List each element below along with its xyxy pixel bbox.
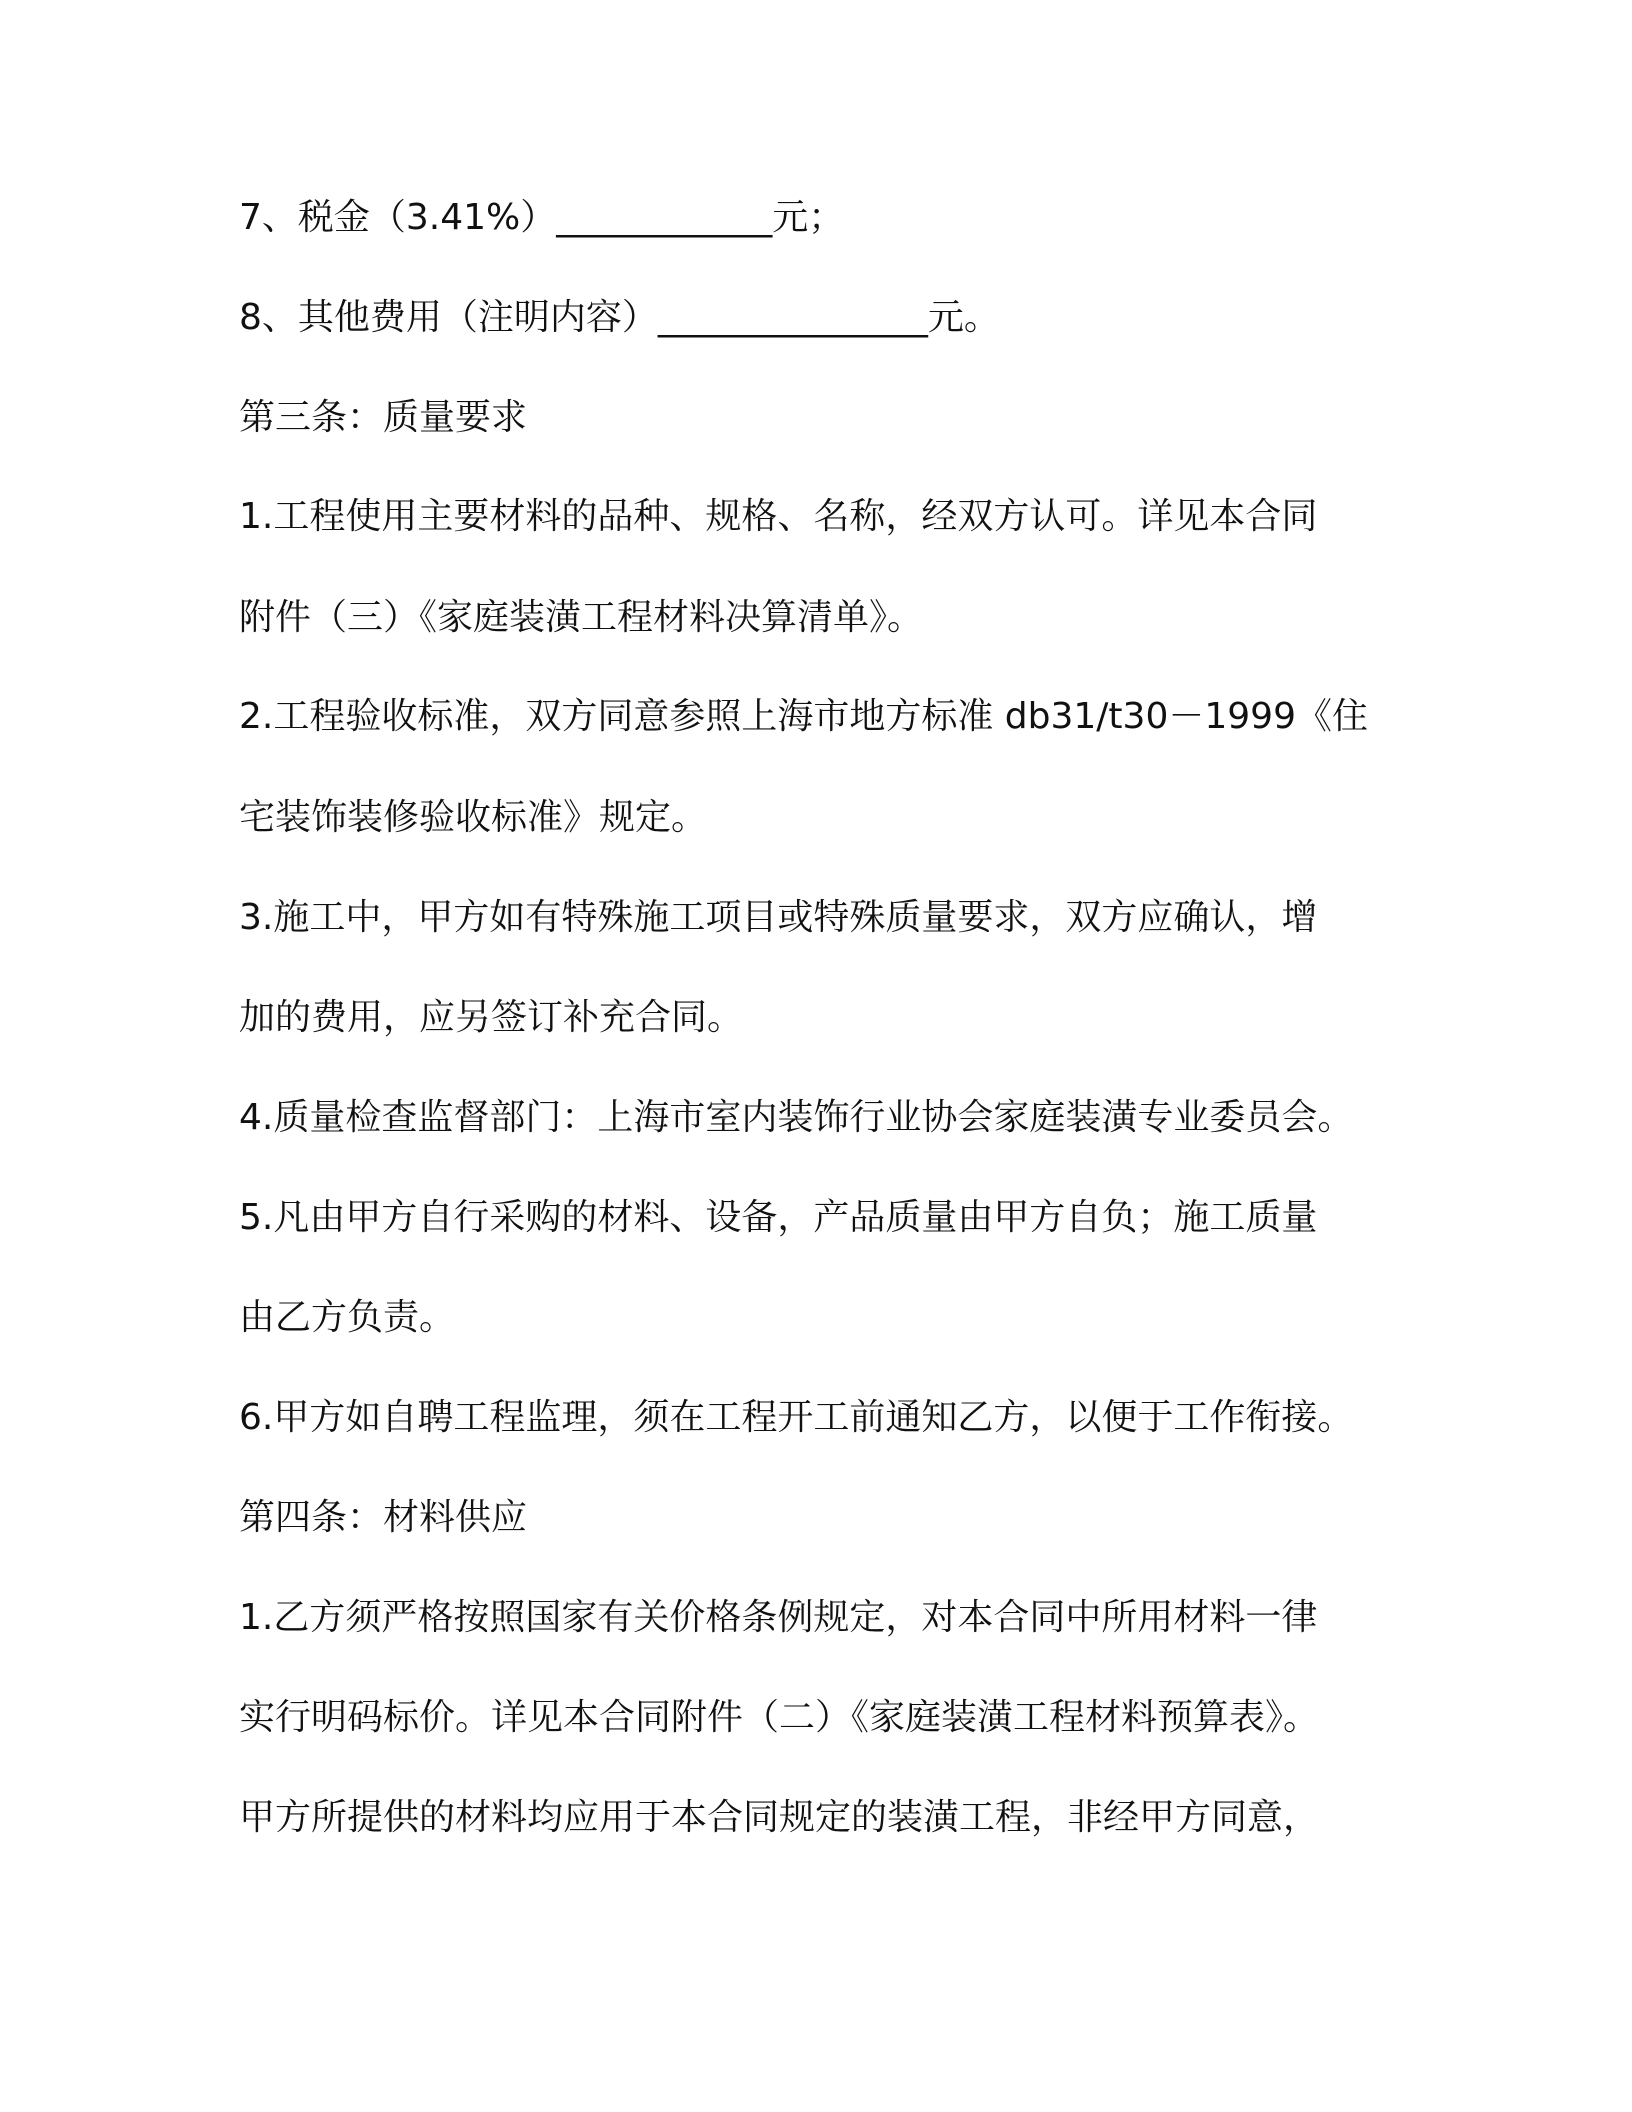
paragraph-line: 附件（三）《家庭装潢工程材料决算清单》。 [239, 597, 924, 638]
paragraph-line: 1.乙方须严格按照国家有关价格条例规定，对本合同中所用材料一律 [239, 1597, 1318, 1638]
section-heading-materials: 第四条：材料供应 [239, 1497, 528, 1538]
paragraph-line: 加的费用，应另签订补充合同。 [239, 997, 744, 1038]
paragraph-line: 3.施工中，甲方如有特殊施工项目或特殊质量要求，双方应确认，增 [239, 897, 1318, 938]
paragraph-line: 5.凡由甲方自行采购的材料、设备，产品质量由甲方自负；施工质量 [239, 1197, 1318, 1238]
paragraph-line: 甲方所提供的材料均应用于本合同规定的装潢工程，非经甲方同意， [239, 1797, 1320, 1838]
paragraph-line: 6.甲方如自聘工程监理，须在工程开工前通知乙方，以便于工作衔接。 [239, 1397, 1354, 1438]
tax-line: 7、税金（3.41%）____________元； [239, 197, 845, 238]
paragraph-line: 1.工程使用主要材料的品种、规格、名称，经双方认可。详见本合同 [239, 496, 1318, 537]
paragraph-line: 由乙方负责。 [239, 1297, 456, 1338]
other-fees-line: 8、其他费用（注明内容）_______________元。 [239, 297, 1000, 338]
section-heading-quality: 第三条：质量要求 [239, 397, 528, 438]
paragraph-line: 4.质量检查监督部门：上海市室内装饰行业协会家庭装潢专业委员会。 [239, 1097, 1354, 1138]
paragraph-line: 2.工程验收标准，双方同意参照上海市地方标准 db31/t30－1999《住 [239, 696, 1368, 737]
paragraph-line: 实行明码标价。详见本合同附件（二）《家庭装潢工程材料预算表》。 [239, 1697, 1320, 1738]
paragraph-line: 宅装饰装修验收标准》规定。 [239, 797, 708, 838]
